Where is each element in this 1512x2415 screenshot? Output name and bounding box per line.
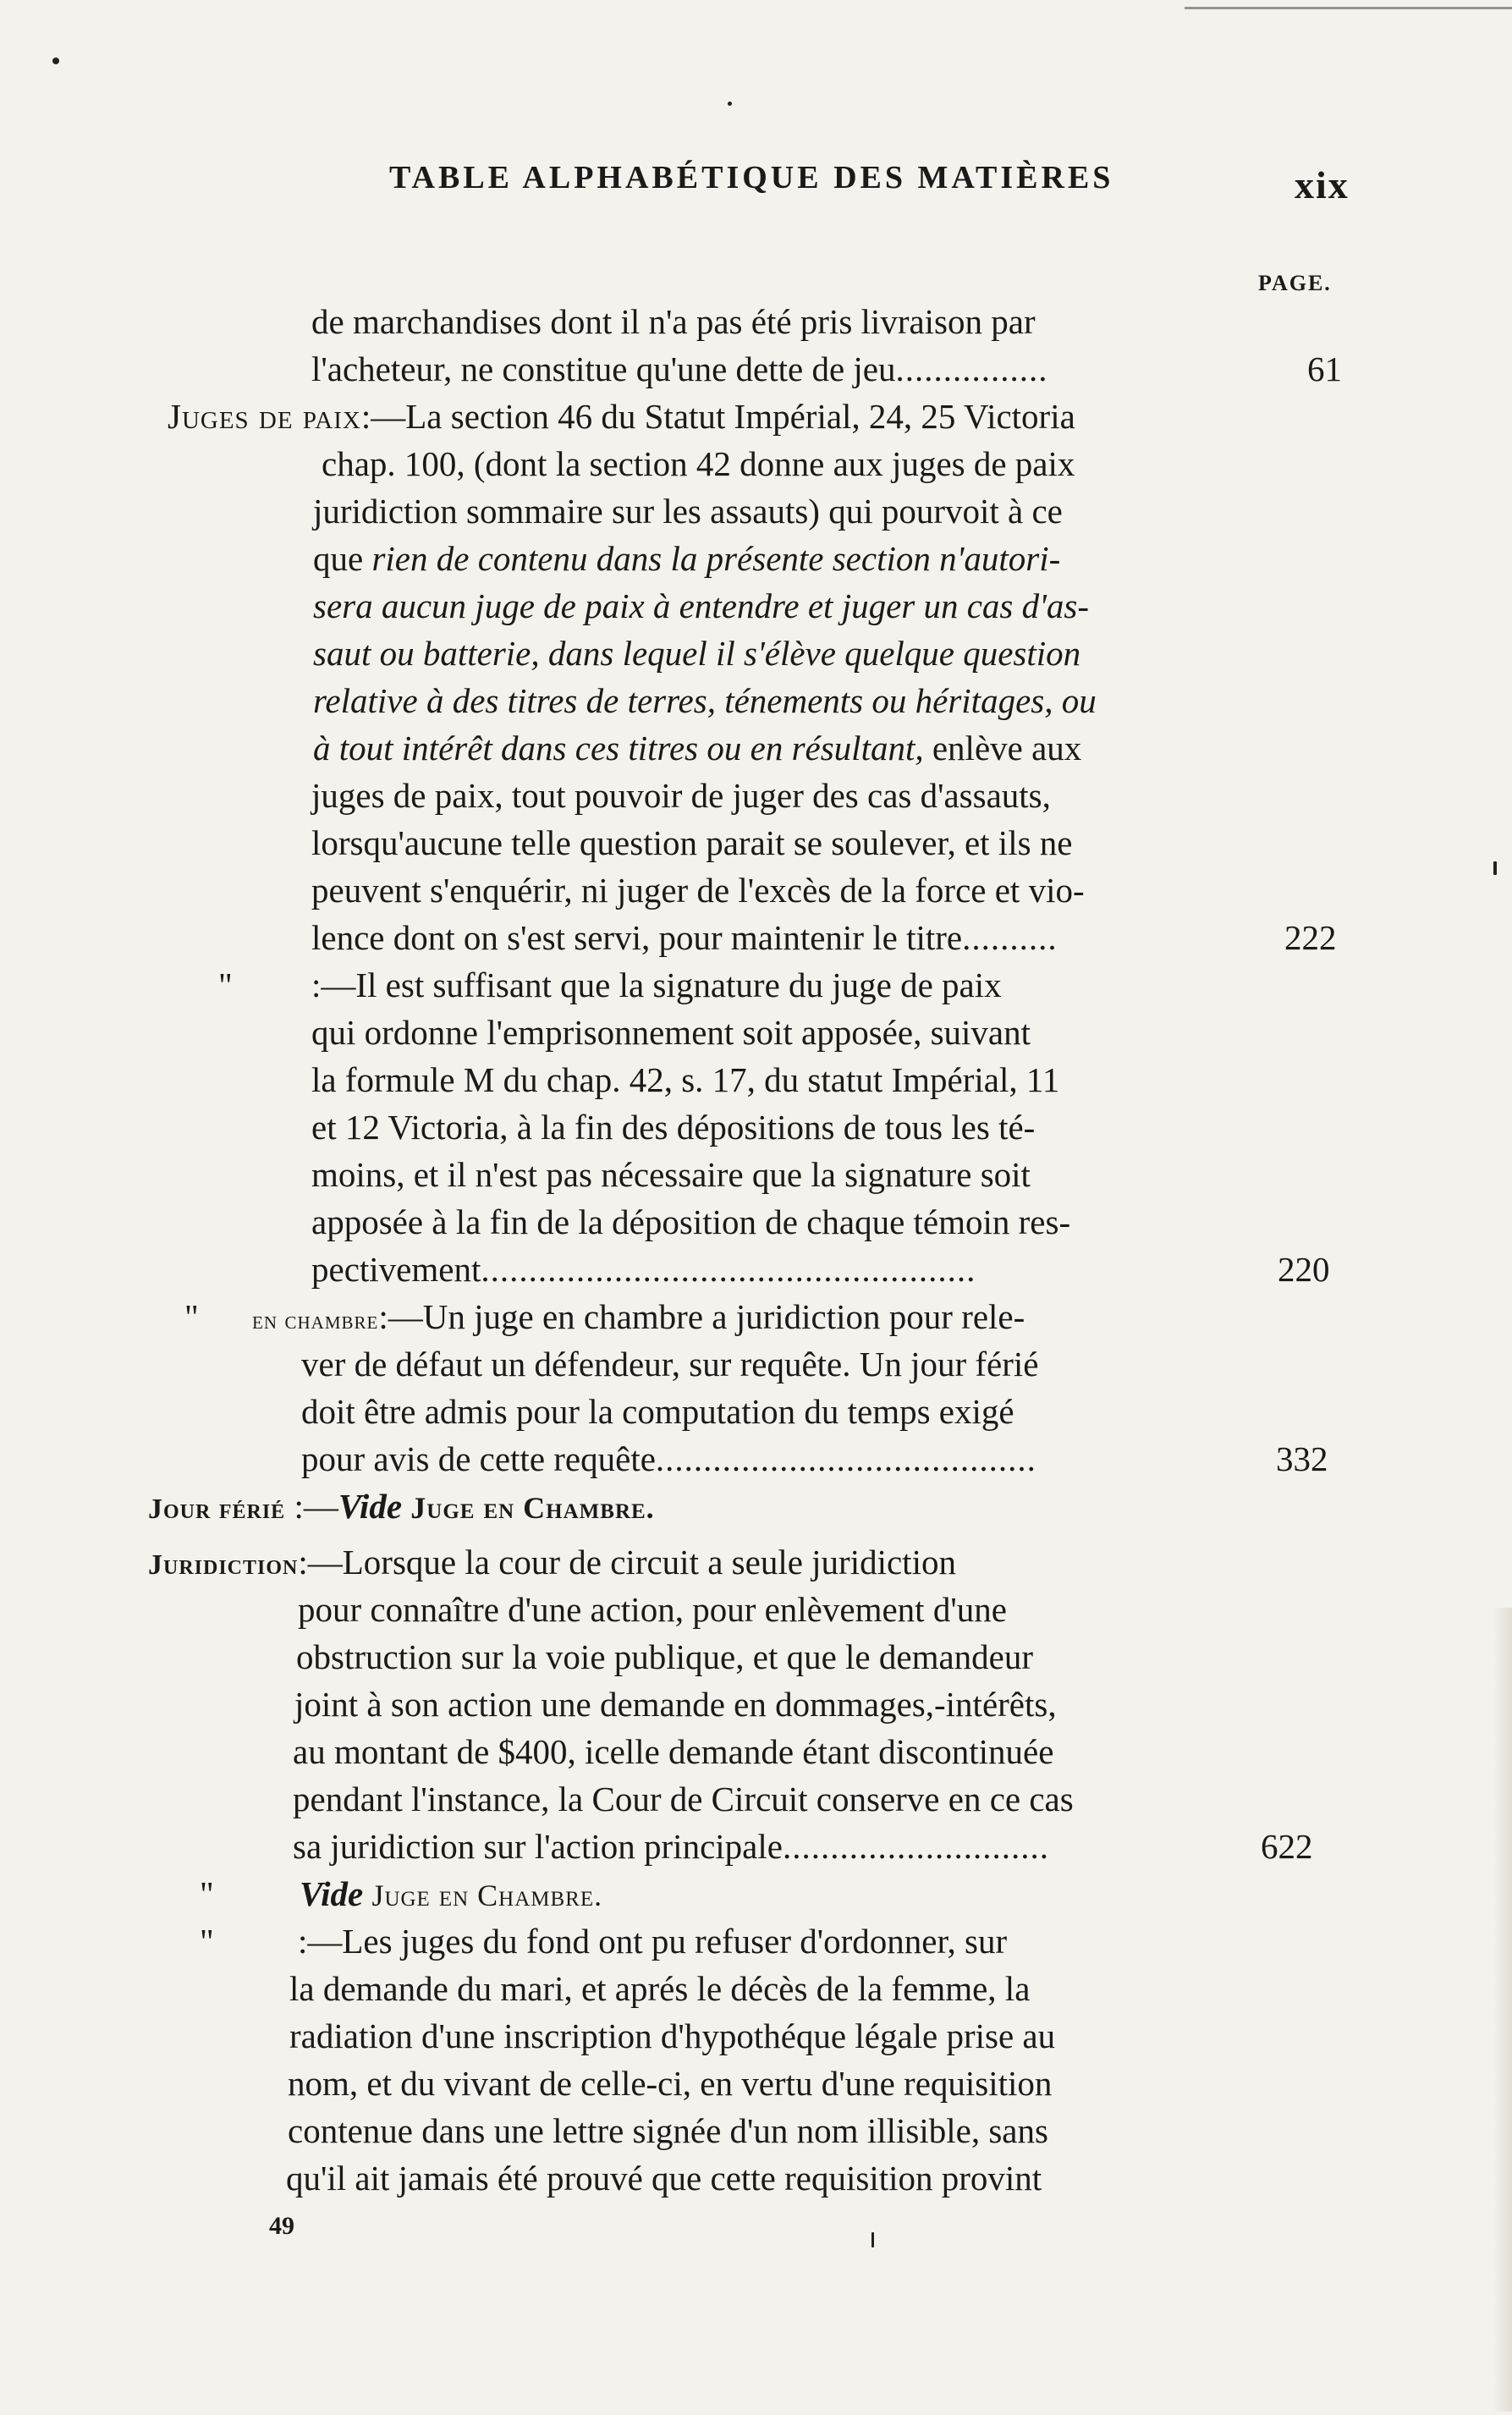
text-line: [0, 1823, 1512, 1870]
line-text: à tout intérêt dans ces titres ou en résultant, enlève aux: [313, 729, 1082, 767]
line-text: juridiction sommaire sur les assauts) qui pourvoit à ce: [313, 492, 1063, 531]
line-text: sera aucun juge de paix à entendre et juger un cas d'as-: [313, 586, 1090, 625]
scan-speck: [1493, 861, 1497, 875]
text-line: [0, 1965, 1512, 2012]
entry-line: [0, 1483, 1512, 1530]
line-text: :—Il est suffisant que la signature du juge de paix: [311, 965, 1002, 1004]
running-header: [0, 159, 1512, 218]
line-text: au montant de $400, icelle demande étant discontinuée: [293, 1732, 1054, 1771]
header-title: TABLE ALPHABÉTIQUE DES MATIÈRES: [389, 160, 1114, 195]
text-line: [0, 1633, 1512, 1681]
line-text: Jour férié :—Vide Juge en Chambre.: [148, 1487, 655, 1526]
scan-speck: [728, 102, 732, 106]
text-line: [0, 630, 1512, 677]
line-text: la formule M du chap. 42, s. 17, du statut Impérial, 11: [311, 1060, 1060, 1099]
text-line: [0, 1151, 1512, 1198]
text-line: [0, 2012, 1512, 2060]
ditto-mark: ": [200, 1874, 214, 1913]
page-folio: xix: [1295, 163, 1350, 206]
text-line: [0, 1586, 1512, 1633]
page-reference: 622: [1261, 1827, 1313, 1866]
ditto-mark: ": [218, 965, 233, 1004]
text-line: [0, 1775, 1512, 1823]
text-line: [0, 819, 1512, 866]
line-text: pendant l'instance, la Cour de Circuit conserve en ce cas: [293, 1780, 1074, 1818]
line-text: nom, et du vivant de celle-ci, en vertu d'une requisition: [288, 2064, 1053, 2103]
line-text: l'acheteur, ne constitue qu'une dette de jeu................: [311, 349, 1048, 388]
line-text: radiation d'une inscription d'hypothéque légale prise au: [289, 2016, 1056, 2055]
line-text: en chambre:—Un juge en chambre a juridiction pour rele-: [252, 1297, 1025, 1336]
entry-line: [0, 1293, 1512, 1340]
line-text: qui ordonne l'emprisonnement soit apposée, suivant: [311, 1013, 1031, 1052]
line-text: qu'il ait jamais été prouvé que cette requisition provint: [286, 2159, 1042, 2198]
entry-line: [0, 1917, 1512, 1965]
line-text: et 12 Victoria, à la fin des dépositions de tous les té-: [311, 1108, 1036, 1147]
line-text: juges de paix, tout pouvoir de juger des cas d'assauts,: [311, 776, 1051, 815]
text-line: [0, 298, 1512, 345]
text-line: [0, 1728, 1512, 1775]
text-line: [0, 866, 1512, 914]
line-text: peuvent s'enquérir, ni juger de l'excès de la force et vio-: [311, 871, 1085, 910]
ditto-mark: ": [184, 1297, 199, 1336]
entry-line: [0, 393, 1512, 440]
scan-speck: [871, 2232, 874, 2247]
line-text: la demande du mari, et aprés le décès de la femme, la: [289, 1969, 1031, 2008]
entry-heading: Juridiction: [148, 1549, 299, 1581]
text-line: [0, 2060, 1512, 2107]
text-line: [0, 914, 1512, 961]
line-text: pour connaître d'une action, pour enlèvement d'une: [298, 1590, 1007, 1629]
text-line: [0, 1198, 1512, 1246]
scan-speck: [52, 58, 59, 64]
entry-heading: Jour férié: [148, 1494, 286, 1525]
page-reference: 61: [1307, 349, 1342, 388]
line-text: obstruction sur la voie publique, et que le demandeur: [296, 1637, 1034, 1676]
entry-line: [0, 1870, 1512, 1917]
page-reference: 222: [1284, 918, 1337, 957]
line-text: lorsqu'aucune telle question parait se soulever, et ils ne: [311, 823, 1073, 862]
line-text: relative à des titres de terres, ténements ou héritages, ou: [313, 681, 1097, 720]
text-line: [0, 487, 1512, 535]
text-line: [0, 535, 1512, 582]
text-line: [0, 724, 1512, 772]
line-text: apposée à la fin de la déposition de chaque témoin res-: [311, 1202, 1071, 1241]
entry-heading: Juges de paix: [168, 397, 361, 436]
text-line: [0, 582, 1512, 630]
page-edge-shadow: [1493, 1608, 1512, 2412]
line-text: pour avis de cette requête........................................: [301, 1439, 1036, 1478]
line-text: :—Les juges du fond ont pu refuser d'ordonner, sur: [298, 1922, 1008, 1961]
line-text: chap. 100, (dont la section 42 donne aux juges de paix: [322, 444, 1075, 483]
line-text: moins, et il n'est pas nécessaire que la signature soit: [311, 1155, 1031, 1194]
line-text: ver de défaut un défendeur, sur requête. Un jour férié: [301, 1345, 1039, 1384]
page-reference: 332: [1276, 1439, 1328, 1478]
line-text: saut ou batterie, dans lequel il s'élève quelque question: [313, 634, 1081, 673]
ditto-mark: ": [200, 1922, 214, 1961]
text-line: [0, 1009, 1512, 1056]
line-text: contenue dans une lettre signée d'un nom illisible, sans: [288, 2111, 1048, 2150]
scan-edge-line: [1185, 7, 1512, 9]
line-text: lence dont on s'est servi, pour maintenir le titre..........: [311, 918, 1058, 957]
entry-heading: en chambre: [252, 1307, 379, 1334]
line-text: que rien de contenu dans la présente section n'autori-: [313, 539, 1061, 578]
text-line: [0, 1246, 1512, 1293]
text-line: [0, 1103, 1512, 1151]
entry-line: [0, 1538, 1512, 1586]
text-line: [0, 2107, 1512, 2154]
text-line: [0, 345, 1512, 393]
page-column-label: PAGE.: [1258, 271, 1332, 295]
line-text: Juridiction:—Lorsque la cour de circuit a seule juridiction: [148, 1543, 956, 1582]
line-text: sa juridiction sur l'action principale............................: [293, 1827, 1049, 1866]
line-text: Vide Juge en Chambre.: [300, 1874, 603, 1913]
page-reference: 220: [1278, 1250, 1330, 1289]
signature-mark: 49: [269, 2212, 294, 2240]
text-line: [0, 440, 1512, 487]
text-line: [0, 1681, 1512, 1728]
line-text: Juges de paix:—La section 46 du Statut Impérial, 24, 25 Victoria: [168, 397, 1075, 436]
line-text: joint à son action une demande en dommages,-intérêts,: [294, 1685, 1057, 1724]
text-line: [0, 677, 1512, 724]
text-line: [0, 1340, 1512, 1388]
text-line: [0, 1435, 1512, 1483]
text-line: [0, 772, 1512, 819]
text-line: [0, 1056, 1512, 1103]
line-text: de marchandises dont il n'a pas été pris livraison par: [311, 302, 1036, 341]
text-line: [0, 1388, 1512, 1435]
line-text: pectivement....................................................: [311, 1250, 976, 1289]
entry-line: [0, 961, 1512, 1009]
line-text: doit être admis pour la computation du temps exigé: [301, 1392, 1014, 1431]
text-line: [0, 2154, 1512, 2202]
